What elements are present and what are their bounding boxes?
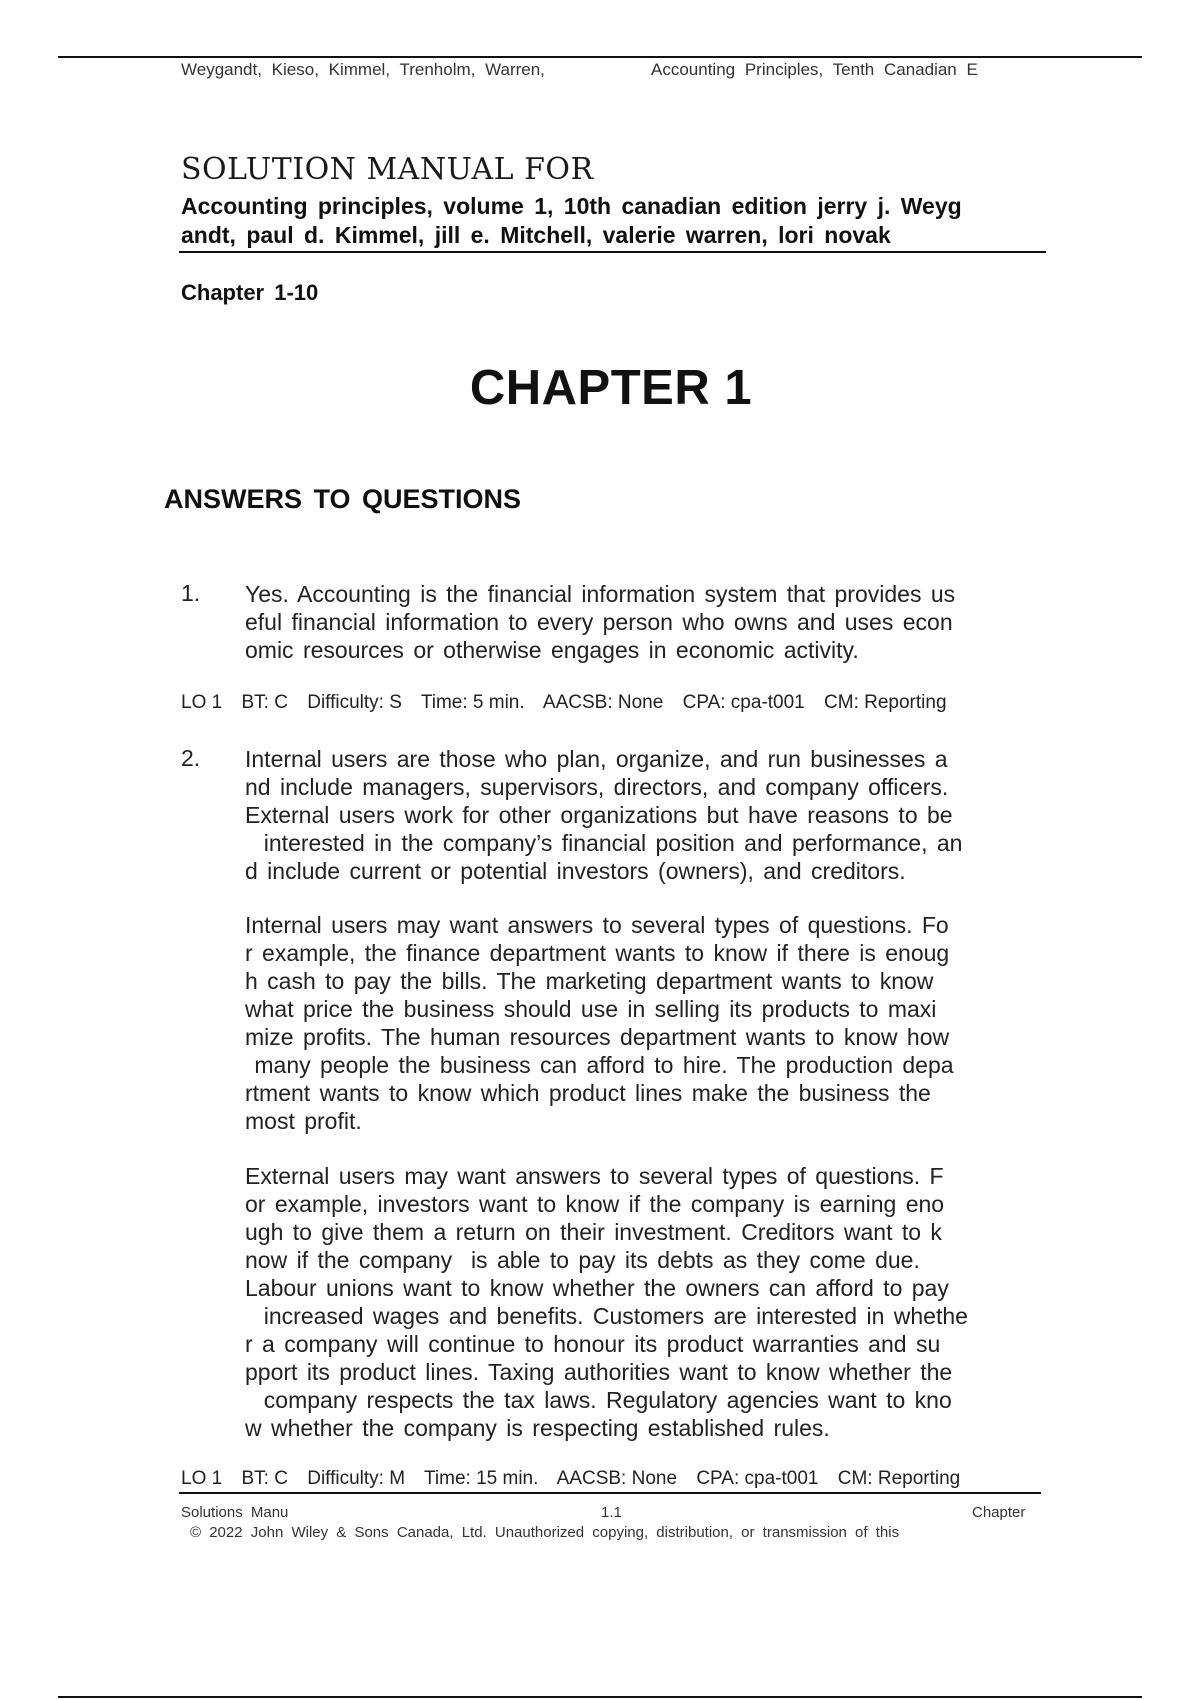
running-header-book: Accounting Principles, Tenth Canadian E (651, 60, 978, 79)
question-answer-paragraph (245, 911, 1045, 1135)
answer-line: Internal users are those who plan, organize, and run businesses a (245, 746, 948, 772)
answer-line: nd include managers, supervisors, directors, and company officers. (245, 774, 949, 800)
answer-line: what price the business should use in selling its products to maxi (245, 996, 937, 1022)
answer-line: Labour unions want to know whether the owners can afford to pay (245, 1275, 949, 1301)
question-metadata (181, 1468, 974, 1490)
chapter-range: Chapter 1-10 (181, 280, 319, 305)
section-heading: ANSWERS TO QUESTIONS (164, 484, 522, 514)
meta-lo: LO 1 (181, 692, 223, 713)
answer-line: r a company will continue to honour its product warranties and su (245, 1331, 941, 1357)
meta-difficulty: Difficulty: M (307, 1468, 406, 1489)
question-number: 2. (181, 745, 201, 771)
answer-line: r example, the finance department wants to know if there is enoug (245, 940, 950, 966)
footer-right: Chapter (972, 1504, 1026, 1521)
book-title (181, 192, 1041, 250)
answer-line: company respects the tax laws. Regulatory agencies want to kno (245, 1387, 952, 1413)
question-answer-paragraph (245, 1162, 1045, 1442)
answer-line: rtment wants to know which product lines make the business the (245, 1080, 931, 1106)
meta-difficulty: Difficulty: S (307, 692, 402, 713)
top-rule (58, 56, 1142, 58)
answer-line: most profit. (245, 1108, 362, 1134)
meta-aacsb: AACSB: None (542, 692, 664, 713)
bottom-rule (58, 1696, 1142, 1698)
answer-line: d include current or potential investors (owners), and creditors. (245, 858, 906, 884)
title-underline (179, 251, 1046, 253)
footer-rule (179, 1492, 1041, 1494)
answer-line: pport its product lines. Taxing authorities want to know whether the (245, 1359, 953, 1385)
answer-line: External users work for other organizations but have reasons to be (245, 802, 953, 828)
book-title-line: andt, paul d. Kimmel, jill e. Mitchell, valerie warren, lori novak (181, 222, 891, 248)
meta-cpa: CPA: cpa-t001 (696, 1468, 819, 1489)
question-answer-paragraph (245, 745, 1045, 885)
meta-cm: CM: Reporting (837, 1468, 961, 1489)
chapter-heading: CHAPTER 1 (469, 361, 753, 415)
solution-manual-label: SOLUTION MANUAL FOR (181, 152, 594, 187)
answer-line: omic resources or otherwise engages in economic activity. (245, 637, 859, 663)
answer-line: w whether the company is respecting established rules. (245, 1415, 830, 1441)
answer-line: interested in the company’s financial position and performance, an (245, 830, 963, 856)
answer-line: Yes. Accounting is the financial information system that provides us (245, 581, 956, 607)
meta-time: Time: 15 min. (424, 1468, 539, 1489)
meta-cm: CM: Reporting (824, 692, 947, 713)
question-metadata (181, 692, 961, 714)
meta-lo: LO 1 (181, 1468, 223, 1489)
meta-bt: BT: C (241, 692, 288, 713)
answer-line: now if the company is able to pay its debts as they come due. (245, 1247, 920, 1273)
answer-line: eful financial information to every person who owns and uses econ (245, 609, 953, 635)
footer-left: Solutions Manu (181, 1504, 289, 1521)
book-title-line: Accounting principles, volume 1, 10th canadian edition jerry j. Weyg (181, 193, 962, 219)
answer-line: increased wages and benefits. Customers are interested in whethe (245, 1303, 968, 1329)
running-header-authors: Weygandt, Kieso, Kimmel, Trenholm, Warren, (181, 60, 545, 79)
meta-time: Time: 5 min. (420, 692, 525, 713)
answer-line: h cash to pay the bills. The marketing department wants to know (245, 968, 934, 994)
answer-line: External users may want answers to several types of questions. F (245, 1163, 944, 1189)
meta-aacsb: AACSB: None (556, 1468, 678, 1489)
footer-copyright: © 2022 John Wiley & Sons Canada, Ltd. Unauthorized copying, distribution, or transmission of this (190, 1524, 900, 1541)
answer-line: ugh to give them a return on their investment. Creditors want to k (245, 1219, 942, 1245)
answer-line: mize profits. The human resources department wants to know how (245, 1024, 950, 1050)
answer-line: many people the business can afford to hire. The production depa (245, 1052, 954, 1078)
meta-cpa: CPA: cpa-t001 (682, 692, 805, 713)
meta-bt: BT: C (241, 1468, 288, 1489)
footer-page-number: 1.1 (601, 1504, 622, 1521)
answer-line: or example, investors want to know if the company is earning eno (245, 1191, 945, 1217)
question-answer-paragraph (245, 580, 1045, 664)
question-number: 1. (181, 580, 201, 606)
answer-line: Internal users may want answers to several types of questions. Fo (245, 912, 949, 938)
